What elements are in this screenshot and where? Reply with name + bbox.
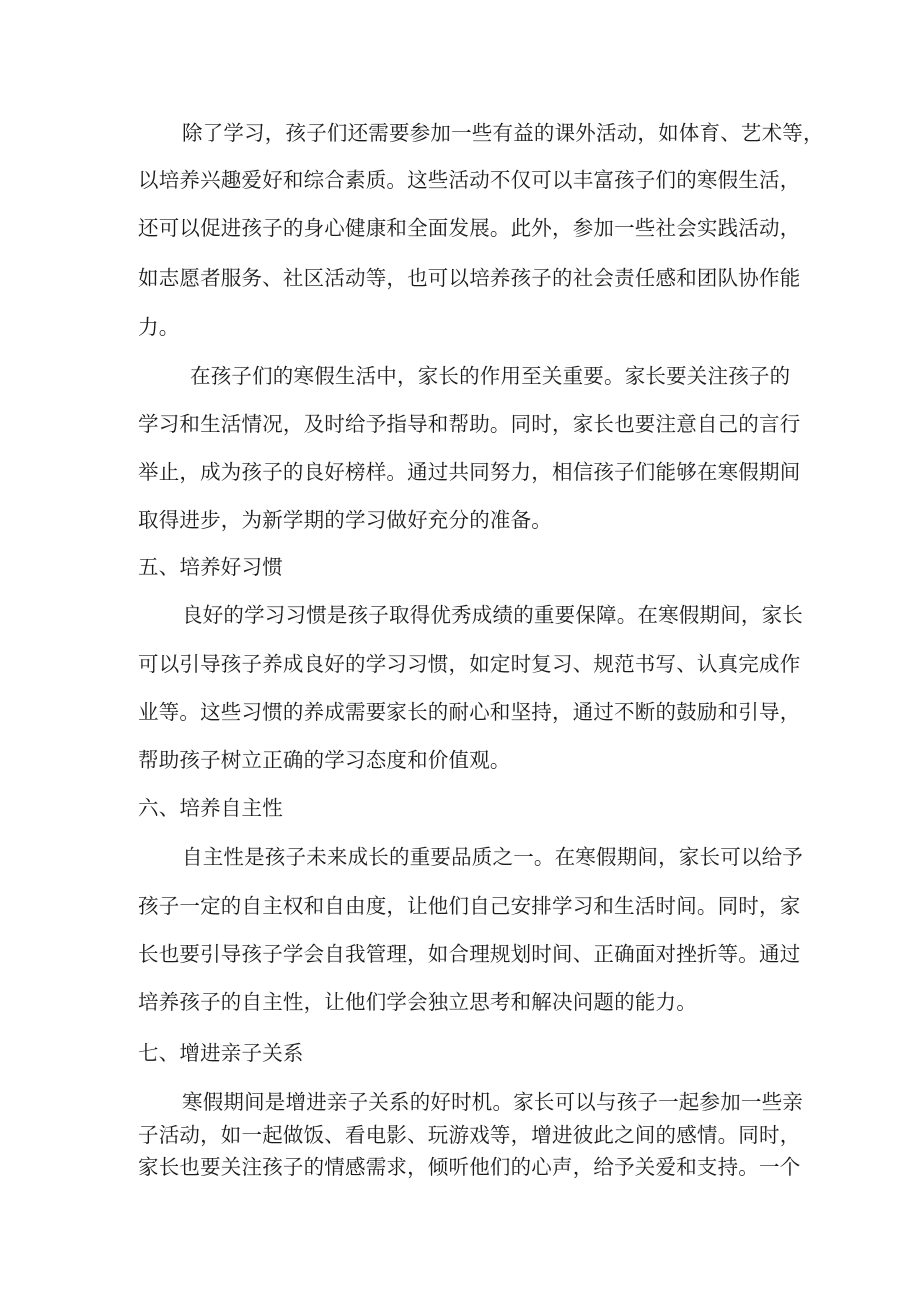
section-heading: 七、增进亲子关系: [138, 1041, 304, 1065]
text-line: 学习和生活情况，及时给予指导和帮助。同时，家长也要注意自己的言行: [138, 412, 801, 436]
text-line: 寒假期间是增进亲子关系的好时机。家长可以与孩子一起参加一些亲: [182, 1090, 803, 1114]
text-line: 帮助孩子树立正确的学习态度和价值观。: [138, 748, 511, 772]
text-line: 培养孩子的自主性，让他们学会独立思考和解决问题的能力。: [138, 990, 697, 1014]
text-line: 举止，成为孩子的良好榜样。通过共同努力，相信孩子们能够在寒假期间: [138, 460, 801, 484]
text-line: 可以引导孩子养成良好的学习习惯，如定时复习、规范书写、认真完成作: [138, 652, 801, 676]
text-line: 还可以促进孩子的身心健康和全面发展。此外，参加一些社会实践活动，: [138, 216, 801, 240]
text-line: 在孩子们的寒假生活中，家长的作用至关重要。家长要关注孩子的: [190, 364, 791, 388]
section-heading: 五、培养好习惯: [138, 555, 283, 579]
text-line: 孩子一定的自主权和自由度，让他们自己安排学习和生活时间。同时，家: [138, 894, 801, 918]
text-line: 自主性是孩子未来成长的重要品质之一。在寒假期间，家长可以给予: [182, 845, 803, 869]
text-line: 业等。这些习惯的养成需要家长的耐心和坚持，通过不断的鼓励和引导，: [138, 700, 801, 724]
text-line: 取得进步，为新学期的学习做好充分的准备。: [138, 508, 552, 532]
text-line: 力。: [138, 315, 180, 339]
text-line: 家长也要关注孩子的情感需求，倾听他们的心声，给予关爱和支持。一个: [138, 1155, 801, 1179]
text-line: 良好的学习习惯是孩子取得优秀成绩的重要保障。在寒假期间，家长: [182, 603, 803, 627]
text-line: 除了学习，孩子们还需要参加一些有益的课外活动，如体育、艺术等，: [182, 121, 824, 145]
text-line: 子活动，如一起做饭、看电影、玩游戏等，增进彼此之间的感情。同时，: [138, 1123, 801, 1147]
text-line: 长也要引导孩子学会自我管理，如合理规划时间、正确面对挫折等。通过: [138, 942, 801, 966]
text-line: 如志愿者服务、社区活动等，也可以培养孩子的社会责任感和团队协作能: [138, 266, 801, 290]
text-line: 以培养兴趣爱好和综合素质。这些活动不仅可以丰富孩子们的寒假生活，: [138, 168, 801, 192]
section-heading: 六、培养自主性: [138, 796, 283, 820]
